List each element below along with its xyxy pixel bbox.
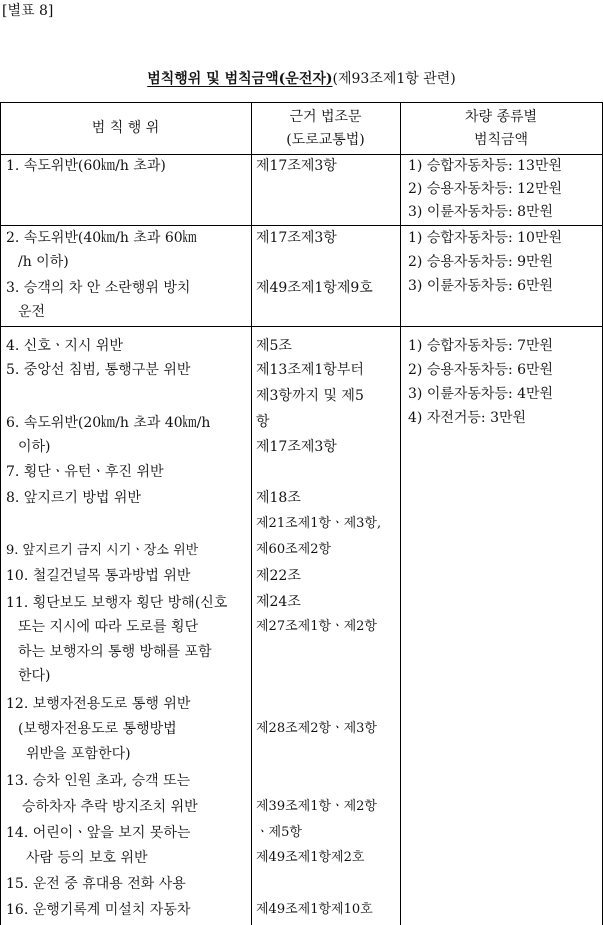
violation-8: 8. 앞지르기 방법 위반 xyxy=(6,490,141,506)
row-3-law: 제49조제1항제9호 xyxy=(256,280,373,296)
row-1-law: 제17조제3항 xyxy=(256,158,337,174)
row-3-fine-3: 3) 이륜자동차등: 4만원 xyxy=(408,386,554,402)
violation-12-line-2: (보행자전용도로 통행방법 xyxy=(18,721,177,737)
row-1-violation: 1. 속도위반(60㎞/h 초과) xyxy=(6,158,166,174)
violation-7: 7. 횡단ㆍ유턴ㆍ후진 위반 xyxy=(6,464,164,480)
row-3-fine-1: 1) 승합자동차등: 7만원 xyxy=(408,338,554,354)
row-2-violation-line-2: /h 이하) xyxy=(18,254,69,270)
law-11-line-2: 제27조제1항ㆍ제2항 xyxy=(256,619,377,634)
violation-10: 10. 철길건널목 통과방법 위반 xyxy=(6,568,191,584)
violation-4: 4. 신호ㆍ지시 위반 xyxy=(6,338,123,354)
header-law-line-2: (도로교통법) xyxy=(286,132,365,148)
violation-text: 2. 속도위반(40㎞/h 초과 60㎞ xyxy=(6,230,197,246)
law-5-line-2: 제3항까지 및 제5 xyxy=(256,388,364,404)
header-law xyxy=(251,106,400,152)
violation-6-line-2: 이하) xyxy=(18,439,51,455)
law-10: 제22조 xyxy=(256,568,301,584)
law-8: 제18조 xyxy=(256,490,301,506)
law-12: 제28조제2항ㆍ제3항 xyxy=(256,721,377,736)
law-9-line-1: 제21조제1항ㆍ제3항, xyxy=(256,516,382,531)
violation-13-line-1: 13. 승차 인원 초과, 승객 또는 xyxy=(6,773,191,789)
violation-5: 5. 중앙선 침범, 통행구분 위반 xyxy=(6,362,191,378)
row-2-fine-2: 2) 승용자동차등: 9만원 xyxy=(408,254,554,270)
row-1-fine-2: 2) 승용자동차등: 12만원 xyxy=(408,181,562,197)
violation-11-line-3: 하는 보행자의 통행 방해를 포함 xyxy=(18,644,212,660)
title-main: 범칙행위 및 범칙금액(운전자) xyxy=(147,71,333,87)
violation-11-line-4: 한다) xyxy=(18,668,51,684)
violation-15: 15. 운전 중 휴대용 전화 사용 xyxy=(6,876,186,892)
row-border-2 xyxy=(0,326,603,327)
law-16: 제49조제1항제10호 xyxy=(256,902,373,917)
violation-14-line-2: 사람 등의 보호 위반 xyxy=(26,850,148,866)
title-reference: (제93조제1항 관련) xyxy=(332,71,456,87)
row-2-violation-line-1 xyxy=(6,226,246,250)
violation-13-line-2: 승하차자 추락 방지조치 위반 xyxy=(22,799,198,815)
header-fine-line-1: 차량 종류별 xyxy=(464,109,538,125)
document-title xyxy=(0,68,603,88)
violation-11-line-1: 11. 횡단보도 보행자 횡단 방해(신호 xyxy=(6,595,228,611)
law-13-line-2: ㆍ제5항 xyxy=(256,825,302,840)
law-9-line-2: 제60조제2항 xyxy=(256,542,332,557)
violation-12-line-1: 12. 보행자전용도로 통행 위반 xyxy=(6,696,191,712)
row-1-fine-3: 3) 이륜자동차등: 8만원 xyxy=(408,204,554,220)
header-law-line-1: 근거 법조문 xyxy=(289,109,362,125)
violation-9: 9. 앞지르기 금지 시기ㆍ장소 위반 xyxy=(6,543,199,558)
row-3-fine-4: 4) 자전거등: 3만원 xyxy=(408,410,527,426)
violation-14-line-1: 14. 어린이ㆍ앞을 보지 못하는 xyxy=(6,825,191,841)
law-11-line-1: 제24조 xyxy=(256,594,301,610)
violation-16: 16. 운행기록계 미설치 자동차 xyxy=(6,902,191,918)
header-violation: 범 칙 행 위 xyxy=(91,120,160,136)
law-4: 제5조 xyxy=(256,338,292,354)
violation-6-line-1: 6. 속도위반(20㎞/h 초과 40㎞/h xyxy=(6,415,211,431)
row-3-violation-line-2: 운전 xyxy=(18,304,46,320)
law-5-line-1: 제13조제1항부터 xyxy=(256,362,364,378)
law-5-line-3: 항 xyxy=(256,414,270,430)
row-3-violation-line-1: 3. 승객의 차 안 소란행위 방치 xyxy=(6,280,191,296)
row-1-fine-1: 1) 승합자동차등: 13만원 xyxy=(408,158,562,174)
row-2-fine-3: 3) 이륜자동차등: 6만원 xyxy=(408,278,554,294)
violation-12-line-3: 위반을 포함한다) xyxy=(26,746,131,762)
annex-label: [별표 8] xyxy=(2,3,54,19)
row-2-law: 제17조제3항 xyxy=(256,230,337,246)
law-6: 제17조제3항 xyxy=(256,439,337,455)
row-3-fine-2: 2) 승용자동차등: 6만원 xyxy=(408,362,554,378)
law-14: 제49조제1항제2호 xyxy=(256,850,365,865)
header-fine-line-2: 범칙금액 xyxy=(473,132,529,148)
table-top-border xyxy=(0,102,603,103)
row-2-fine-1: 1) 승합자동차등: 10만원 xyxy=(408,230,562,246)
violation-11-line-2: 또는 지시에 따라 도로를 횡단 xyxy=(18,619,199,635)
law-13-line-1: 제39조제1항ㆍ제2항 xyxy=(256,799,377,814)
header-fine xyxy=(400,106,602,152)
